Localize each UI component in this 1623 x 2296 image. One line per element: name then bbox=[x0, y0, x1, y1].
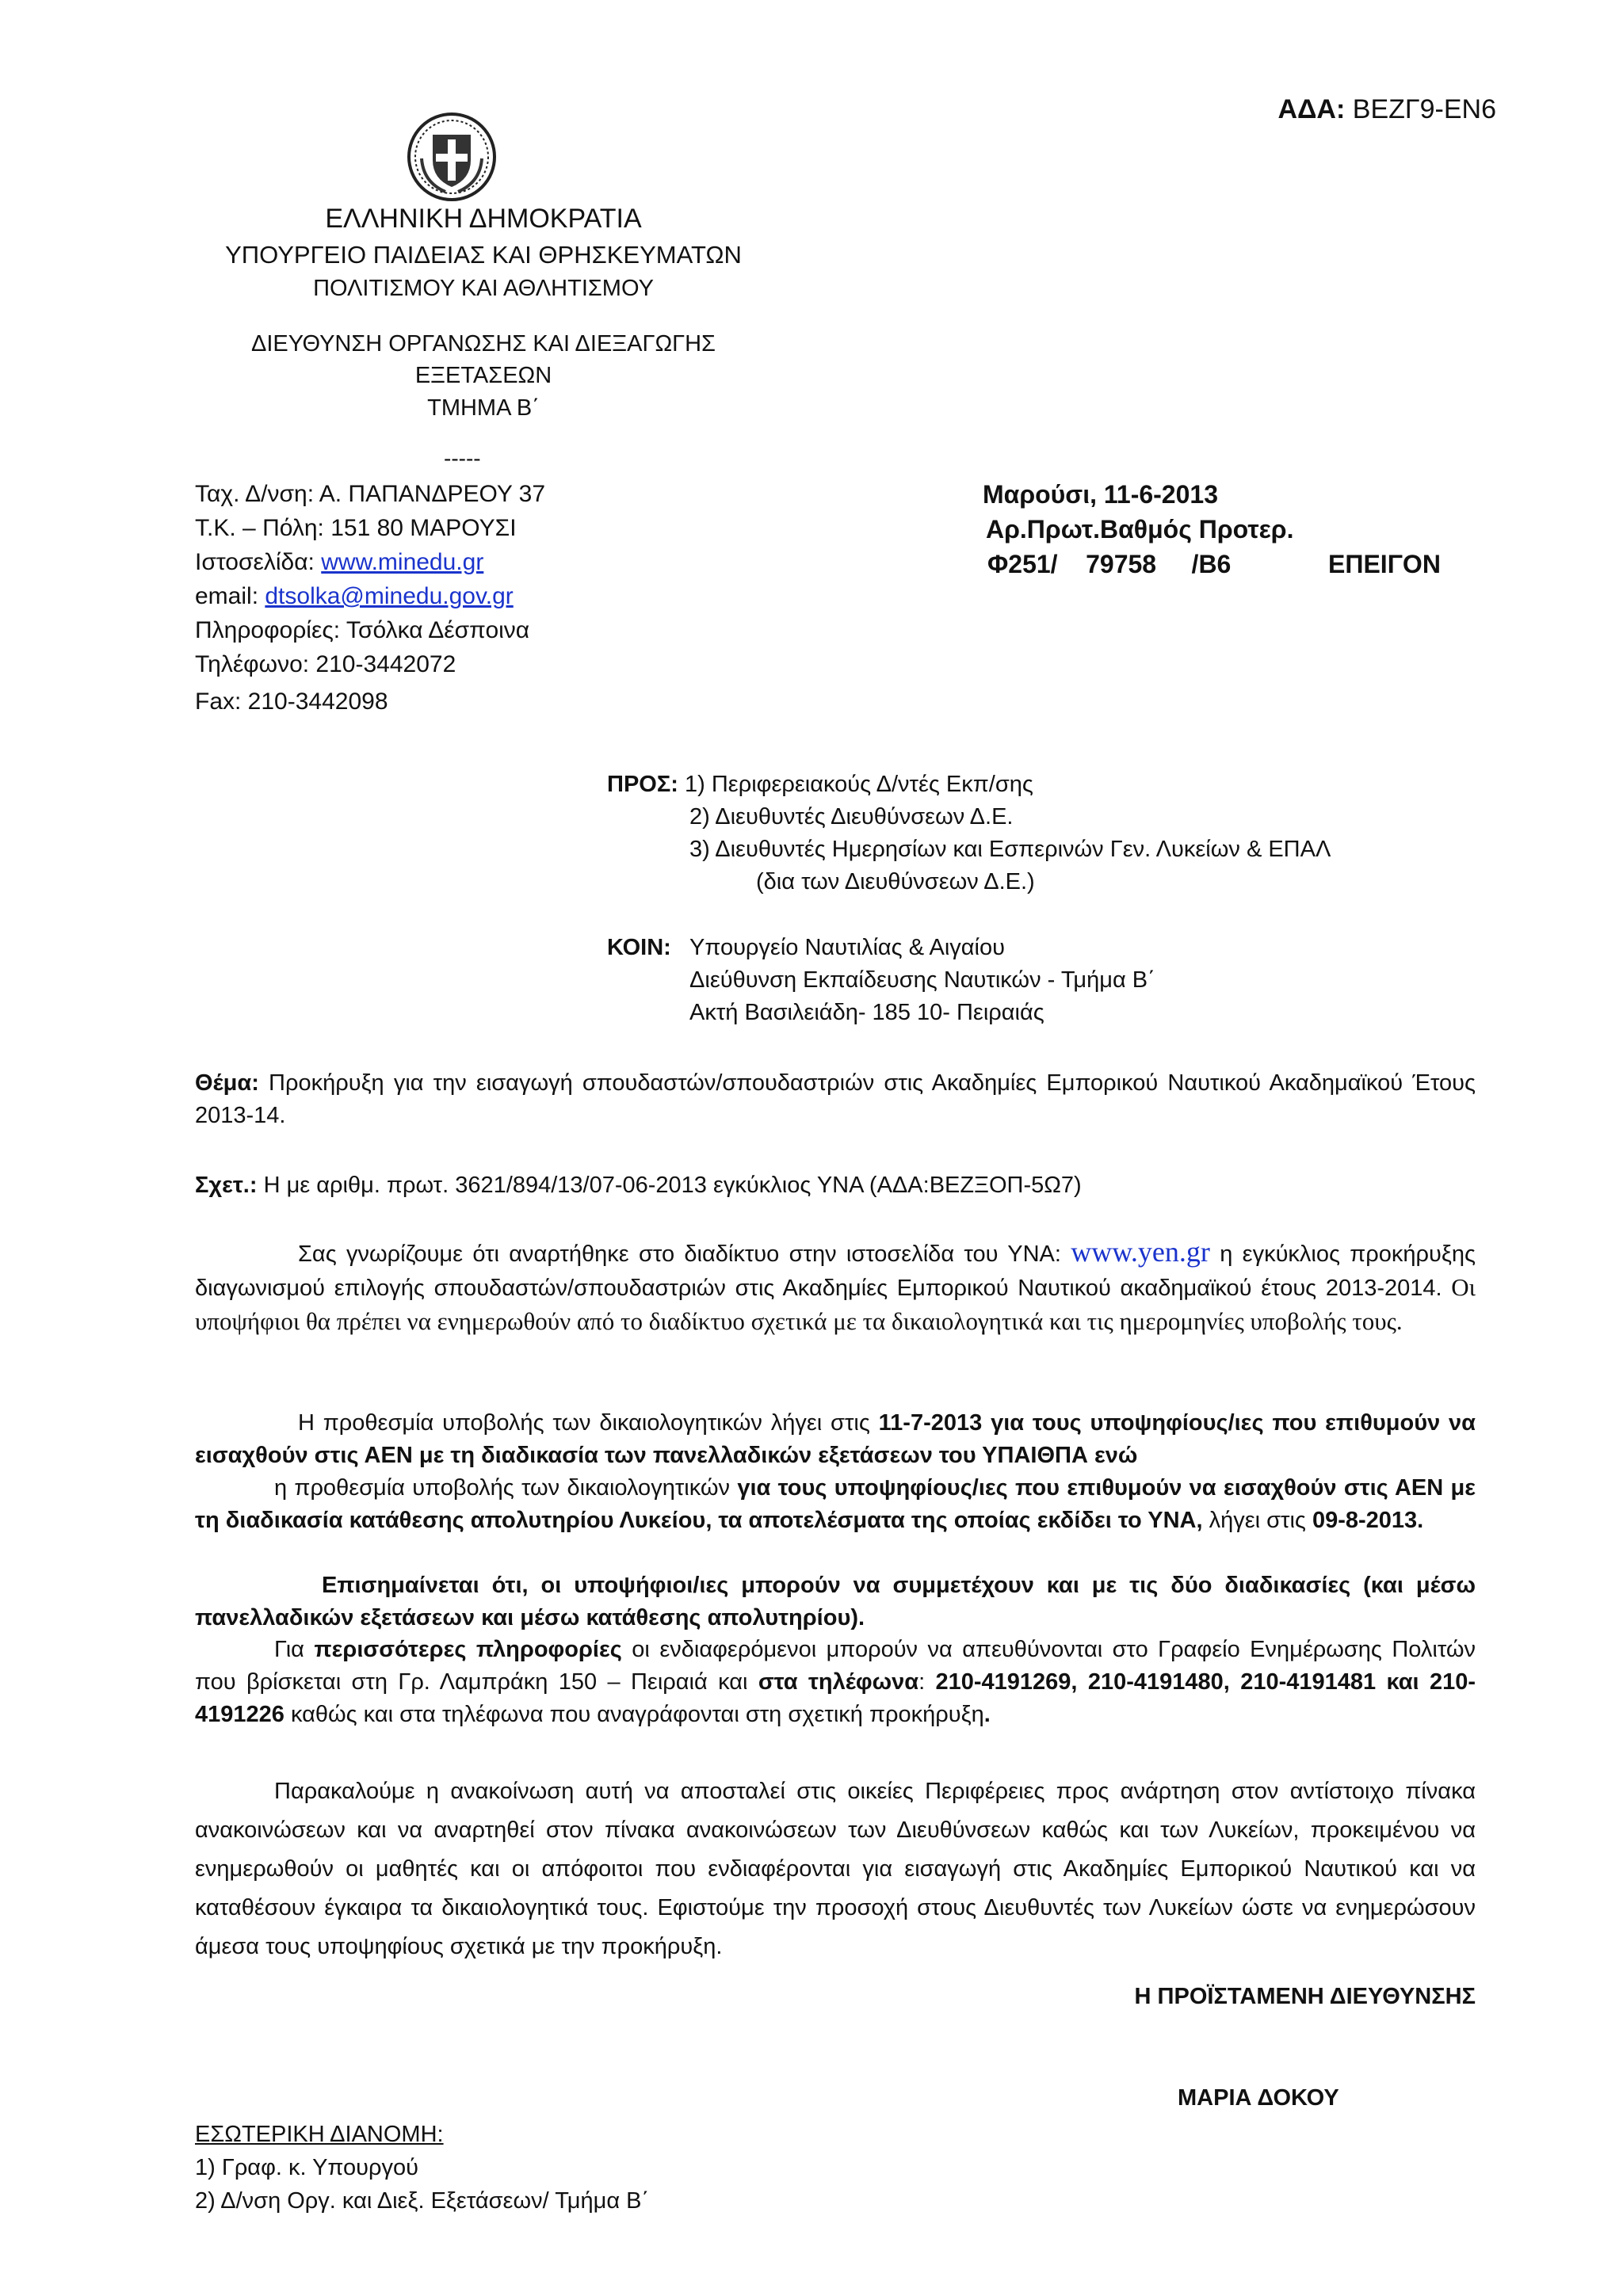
reference bbox=[195, 1169, 1476, 1202]
distribution-item: 1) Γραφ. κ. Υπουργού bbox=[195, 2155, 418, 2180]
cc-row bbox=[607, 932, 1495, 964]
greek-emblem-icon bbox=[406, 111, 498, 203]
header-department: ΤΜΗΜΑ Β΄ bbox=[427, 395, 540, 421]
cc-item: Διεύθυνση Εκπαίδευσης Ναυτικών - Τμήμα Β΄ bbox=[689, 967, 1155, 993]
para1-text: Σας γνωρίζουμε ότι αναρτήθηκε στο διαδίκτυο στην ιστοσελίδα του ΥΝΑ: bbox=[298, 1241, 1071, 1267]
para5-colon: : bbox=[918, 1669, 936, 1695]
paragraph-note: Επισημαίνεται ότι, οι υποψήφιοι/ιες μπορούν να συμμετέχουν και με τις δύο διαδικασίες (και μέσω πανελλαδικών εξετάσεων και μέσω κατάθεσης απολυτηρίου). bbox=[195, 1573, 1476, 1630]
para1-text-b: η εγκύκλιος προκήρυξης διαγωνισμού επιλογής σπουδαστών/σπουδαστριών στις Ακαδημίες Εμπορικού Ναυτικού ακαδημαϊκού έτους 2013-2014. bbox=[195, 1241, 1476, 1301]
para5-text-g: καθώς και στα τηλέφωνα που αναγράφονται στη σχετική προκήρυξη bbox=[284, 1702, 984, 1727]
para2-text: Η προθεσμία υποβολής των δικαιολογητικών λήγει στις bbox=[298, 1410, 879, 1436]
yen-link[interactable]: www.yen.gr bbox=[1071, 1236, 1210, 1268]
para3-date: 09-8-2013. bbox=[1312, 1508, 1424, 1533]
cc-label: ΚΟΙΝ: bbox=[607, 935, 671, 960]
subject bbox=[195, 1067, 1476, 1132]
para3-bold: για τους υποψηφίους/ιες που επιθυμούν να εισαχθούν στις ΑΕΝ με τη διαδικασία κατάθεσης απολυτηρίου Λυκείου, τα αποτελέσματα της οποίας εκδίδει το ΥΝΑ, bbox=[195, 1475, 1476, 1533]
email-link[interactable]: dtsolka@minedu.gov.gr bbox=[265, 583, 514, 609]
website-link[interactable]: www.minedu.gr bbox=[321, 549, 484, 575]
urgent-badge: ΕΠΕΙΓΟΝ bbox=[1328, 550, 1441, 578]
paragraph-announcement bbox=[195, 1236, 1476, 1339]
para5-text-c: οι ενδιαφερόμενοι μπορούν να απευθύνονται στο Γραφείο Ενημέρωσης Πολιτών που βρίσκεται στη Γρ. Λαμπράκη 150 – Πειραιά και bbox=[195, 1637, 1476, 1695]
signature-title: Η ΠΡΟΪΣΤΑΜΕΝΗ ΔΙΕΥΘΥΝΣΗΣ bbox=[1134, 1984, 1476, 2009]
ada-value: ΒΕΖΓ9-ΕΝ6 bbox=[1352, 94, 1496, 124]
header-country: ΕΛΛΗΝΙΚΗ ΔΗΜΟΚΡΑΤΙΑ bbox=[325, 204, 642, 234]
paragraph-request: Παρακαλούμε η ανακοίνωση αυτή να αποσταλεί στις οικείες Περιφέρειες προς ανάρτηση στον αντίστοιχο πίνακα ανακοινώσεων και να αναρτηθεί στον πίνακα ανακοινώσεων των Διευθύνσεων καθώς και των Λυκείων, προκειμένου να ενημερωθούν οι μαθητές και οι απόφοιτοι που ενδιαφέρονται για εισαγωγή στις Ακαδημίες Εμπορικού Ναυτικού και να καταθέσουν έγκαιρα τα δικαιολογητικά τους. Εφιστούμε την προσοχή στους Διευθυντές των Λυκείων ώστε να ενημερώσουν άμεσα τους υποψηφίους σχετικά με την προκήρυξη. bbox=[195, 1779, 1476, 1959]
para3-text-c: λήγει στις bbox=[1202, 1508, 1312, 1533]
contact-address: Ταχ. Δ/νση: Α. ΠΑΠΑΝΔΡΕΟΥ 37 bbox=[195, 481, 546, 507]
email-label: email: bbox=[195, 583, 265, 609]
header-ministry: ΥΠΟΥΡΓΕΙΟ ΠΑΙΔΕΙΑΣ ΚΑΙ ΘΡΗΣΚΕΥΜΑΤΩΝ bbox=[225, 241, 742, 269]
to-row bbox=[607, 769, 1495, 801]
contact-website-row bbox=[195, 545, 829, 579]
header-directorate: ΔΙΕΥΘΥΝΣΗ ΟΡΓΑΝΩΣΗΣ ΚΑΙ ΔΙΕΞΑΓΩΓΗΣ ΕΞΕΤΑΣΕΩΝ bbox=[250, 331, 716, 388]
para3-text: η προθεσμία υποβολής των δικαιολογητικών bbox=[274, 1475, 738, 1501]
subject-text: Προκήρυξη για την εισαγωγή σπουδαστών/σπουδαστριών στις Ακαδημίες Εμπορικού Ναυτικού Ακαδημαϊκού Έτους 2013-14. bbox=[195, 1070, 1476, 1128]
to-label: ΠΡΟΣ: bbox=[607, 772, 678, 797]
paragraph-info bbox=[195, 1634, 1476, 1731]
contact-block bbox=[195, 477, 829, 719]
to-item: 1) Περιφερειακούς Δ/ντές Εκπ/σης bbox=[685, 772, 1033, 797]
to-item: (δια των Διευθύνσεων Δ.Ε.) bbox=[756, 869, 1035, 894]
recipients-block bbox=[607, 769, 1495, 1029]
distribution-item: 2) Δ/νση Οργ. και Διεξ. Εξετάσεων/ Τμήμα Β΄ bbox=[195, 2188, 650, 2214]
protocol-number: Φ251/ 79758 /Β6 bbox=[987, 550, 1232, 578]
contact-info: Πληροφορίες: Τσόλκα Δέσποινα bbox=[195, 617, 530, 643]
para5-bold: περισσότερες πληροφορίες bbox=[314, 1637, 622, 1662]
protocol-label: Αρ.Πρωτ.Βαθμός Προτερ. bbox=[986, 515, 1294, 543]
para5-text: Για bbox=[274, 1637, 315, 1662]
internal-distribution bbox=[195, 2118, 649, 2218]
para2-bold: 11-7-2013 για τους υποψηφίους/ιες που επιθυμούν να εισαχθούν στις ΑΕΝ με τη διαδικασία των πανελλαδικών εξετάσεων του ΥΠΑΙΘΠΑ ενώ bbox=[195, 1410, 1476, 1468]
reference-label: Σχετ.: bbox=[195, 1173, 258, 1198]
signature-name: ΜΑΡΙΑ ΔΟΚΟΥ bbox=[1178, 2085, 1339, 2111]
website-label: Ιστοσελίδα: bbox=[195, 549, 322, 575]
ada-code bbox=[1277, 93, 1496, 126]
para5-phones: 210-4191269, 210-4191480, 210-4191481 και 210-4191226 bbox=[195, 1669, 1476, 1727]
letterhead bbox=[182, 200, 785, 425]
para1-text-c: Οι υποψήφιοι θα πρέπει να ενημερωθούν από το διαδίκτυο σχετικά με τα δικαιολογητικά και τις ημερομηνίες υποβολής τους. bbox=[195, 1273, 1476, 1335]
protocol-row bbox=[983, 547, 1474, 582]
ada-label: ΑΔΑ: bbox=[1277, 94, 1346, 124]
contact-postal: Τ.Κ. – Πόλη: 151 80 ΜΑΡΟΥΣΙ bbox=[195, 515, 517, 541]
cc-item: Ακτή Βασιλειάδη- 185 10- Πειραιάς bbox=[689, 1000, 1044, 1025]
para5-period: . bbox=[983, 1702, 991, 1727]
distribution-title: ΕΣΩΤΕΡΙΚΗ ΔΙΑΝΟΜΗ: bbox=[195, 2122, 444, 2147]
to-item: 2) Διευθυντές Διευθύνσεων Δ.Ε. bbox=[689, 804, 1014, 830]
contact-email-row bbox=[195, 579, 829, 613]
header-ministry-cont: ΠΟΛΙΤΙΣΜΟΥ ΚΑΙ ΑΘΛΗΤΙΣΜΟΥ bbox=[313, 276, 654, 301]
document-date: Μαρούσι, 11-6-2013 bbox=[983, 480, 1218, 509]
cc-item: Υπουργείο Ναυτιλίας & Αιγαίου bbox=[689, 935, 1005, 960]
subject-label: Θέμα: bbox=[195, 1070, 259, 1096]
contact-fax: Fax: 210-3442098 bbox=[195, 688, 388, 715]
document-info bbox=[983, 477, 1474, 582]
to-item: 3) Διευθυντές Ημερησίων και Εσπερινών Γεν. Λυκείων & ΕΠΑΛ bbox=[689, 837, 1331, 862]
header-dashes: ----- bbox=[444, 446, 481, 471]
paragraph-deadline-1 bbox=[195, 1407, 1476, 1472]
reference-text: Η με αριθμ. πρωτ. 3621/894/13/07-06-2013 εγκύκλιος ΥΝΑ (ΑΔΑ:ΒΕΖΞΟΠ-5Ω7) bbox=[257, 1173, 1082, 1198]
para5-phones-label: στα τηλέφωνα bbox=[758, 1669, 919, 1695]
contact-phone: Τηλέφωνο: 210-3442072 bbox=[195, 651, 456, 677]
paragraph-deadline-2 bbox=[195, 1472, 1476, 1537]
